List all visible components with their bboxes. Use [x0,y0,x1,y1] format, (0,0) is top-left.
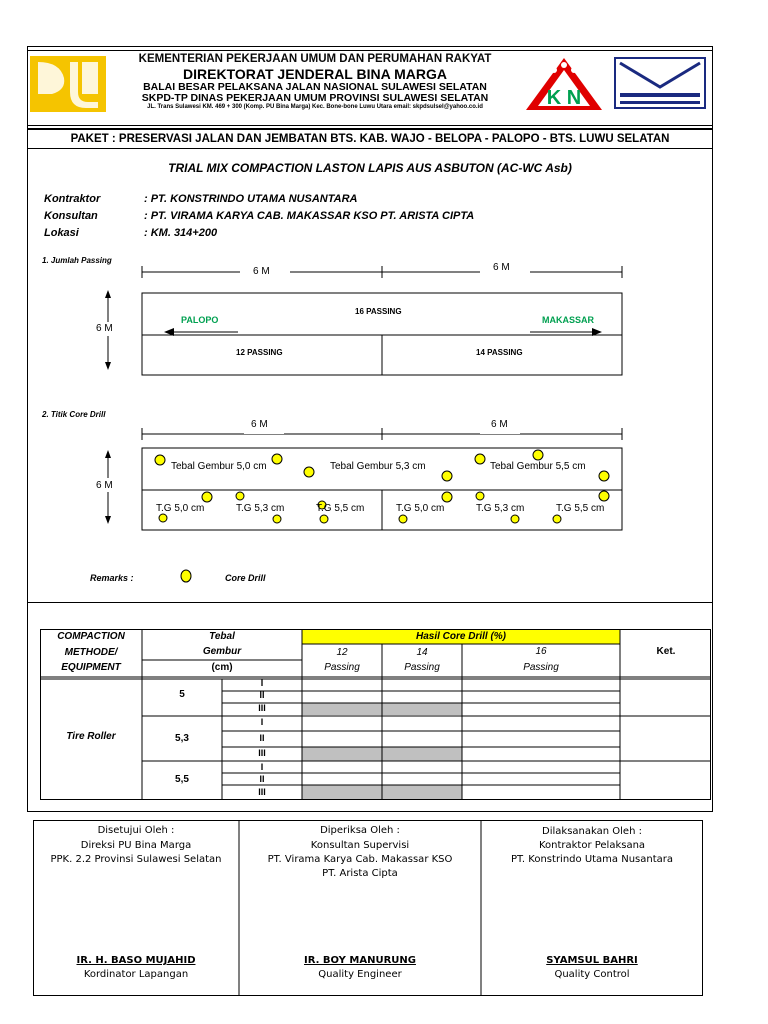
sig3-title: Quality Control [554,969,630,980]
envelope-logo [614,57,706,109]
th-passing-14-num: 14 [416,647,428,658]
info-value-konsultan: : PT. VIRAMA KARYA CAB. MAKASSAR KSO PT. ARISTA CIPTA [144,210,475,222]
core-drill-legend-icon [179,568,193,584]
core-drill-point [533,450,543,460]
td-roman: III [258,787,266,797]
core-drill-point [442,492,452,502]
core-drill-point [320,515,328,523]
skpd-title: SKPD-TP DINAS PEKERJAAN UMUM PROVINSI SULAWESI SELATAN [141,92,489,104]
balai-title: BALAI BESAR PELAKSANA JALAN NASIONAL SULAWESI SELATAN [143,81,487,93]
sig3-line2: PT. Konstrindo Utama Nusantara [510,854,674,865]
core-drill-point [553,515,561,523]
s2-bottom-label-4: T.G 5,0 cm [396,503,445,514]
s2-top-label-2: Tebal Gembur 5,3 cm [330,461,426,472]
td-roman: I [260,762,264,772]
info-value-kontraktor: : PT. KONSTRINDO UTAMA NUSANTARA [144,193,358,205]
core-drill-point [442,471,452,481]
core-drill-point [155,455,165,465]
s1-dir-left: PALOPO [181,315,219,325]
s1-top-lane: 16 PASSING [355,307,402,316]
s1-dim-right: 6 M [493,262,510,273]
info-value-lokasi: : KM. 314+200 [144,227,218,239]
info-label-konsultan: Konsultan [44,210,98,222]
document-title: TRIAL MIX COMPACTION LASTON LAPIS AUS ASBUTON (AC-WC Asb) [168,161,572,175]
info-label-lokasi: Lokasi [44,227,79,239]
th-passing-12-num: 12 [336,647,348,658]
section1-title: 1. Jumlah Passing [42,256,112,265]
th-compaction-3: EQUIPMENT [61,662,121,673]
s2-dim-right: 6 M [491,419,508,430]
package-title: PAKET : PRESERVASI JALAN DAN JEMBATAN BTS. KAB. WAJO - BELOPA - PALOPO - BTS. LUWU SELATAN [70,133,670,145]
core-drill-point [236,492,244,500]
th-tebal-3: (cm) [211,662,233,673]
td-roman: II [259,690,265,700]
s1-dim-vertical: 6 M [96,323,113,334]
kn-logo-text: K N [546,87,582,109]
sig2-role: Diperiksa Oleh : [320,825,400,836]
s2-top-label-1: Tebal Gembur 5,0 cm [171,461,267,472]
s2-bottom-label-6: T.G 5,5 cm [556,503,605,514]
s2-dim-left: 6 M [251,419,268,430]
th-passing-16-word: Passing [523,662,559,673]
core-drill-point [475,454,485,464]
core-drill-point [599,471,609,481]
td-roman: II [259,733,265,743]
th-ket: Ket. [656,646,676,657]
core-drill-point [202,492,212,502]
core-drill-point [273,515,281,523]
core-drill-point [476,492,484,500]
package-top-rule [27,128,712,130]
core-drill-point [159,514,167,522]
sig2-title: Quality Engineer [318,969,402,980]
core-drill-point [399,515,407,523]
s2-bottom-label-5: T.G 5,3 cm [476,503,525,514]
th-compaction-2: METHODE/ [64,647,118,658]
sig3-role: Dilaksanakan Oleh : [542,826,642,837]
address-line: JL. Trans Sulawesi KM. 469 + 300 (Komp. PU Bina Marga) Kec. Bone-bone Luwu Utara email: skpdsulsel@yahoo.co.id [147,104,483,110]
s2-bottom-label-3: T.G 5,5 cm [316,503,365,514]
s1-dir-right: MAKASSAR [542,315,595,325]
sig2-name: IR. BOY MANURUNG [304,955,416,966]
core-drill-points [140,446,620,526]
th-compaction-1: COMPACTION [57,631,125,642]
package-bottom-rule [27,148,712,149]
s2-top-label-3: Tebal Gembur 5,5 cm [490,461,586,472]
core-drill-point [599,491,609,501]
sig2-line1: Konsultan Supervisi [310,840,410,851]
core-drill-point [304,467,314,477]
section-divider [27,602,712,603]
td-roman: III [258,748,266,758]
core-drill-point [272,454,282,464]
info-label-kontraktor: Kontraktor [44,193,101,205]
th-tebal-2: Gembur [202,646,242,657]
pu-logo [30,56,106,112]
td-thickness-3: 5,5 [175,774,189,785]
td-roman: II [259,774,265,784]
directorate-title: DIREKTORAT JENDERAL BINA MARGA [183,66,447,82]
sig2-line2: PT. Virama Karya Cab. Makassar KSO [267,854,453,865]
td-equipment: Tire Roller [66,731,116,742]
s1-bottom-right: 14 PASSING [476,348,523,357]
sig1-role: Disetujui Oleh : [97,825,175,836]
remarks-legend: Core Drill [225,573,266,583]
sig3-name: SYAMSUL BAHRI [546,955,638,966]
td-roman: III [258,703,266,713]
td-roman: I [260,717,264,727]
sig1-title: Kordinator Lapangan [83,969,189,980]
s2-dim-vertical: 6 M [96,480,113,491]
sig1-line1: Direksi PU Bina Marga [80,840,192,851]
td-thickness-2: 5,3 [175,733,189,744]
remarks-label: Remarks : [90,573,134,583]
core-drill-point [511,515,519,523]
s1-dim-left: 6 M [253,266,270,277]
sig2-line3: PT. Arista Cipta [322,868,398,879]
s1-bottom-left: 12 PASSING [236,348,283,357]
kn-logo [524,56,604,112]
ministry-title: KEMENTERIAN PEKERJAAN UMUM DAN PERUMAHAN RAKYAT [138,53,492,65]
th-passing-16-num: 16 [535,646,547,657]
sig3-line1: Kontraktor Pelaksana [538,840,646,851]
th-hasil: Hasil Core Drill (%) [415,631,507,642]
td-thickness-1: 5 [179,689,185,700]
sig1-line2: PPK. 2.2 Provinsi Sulawesi Selatan [50,854,222,865]
td-roman: I [260,678,264,688]
s2-bottom-label-1: T.G 5,0 cm [156,503,205,514]
th-passing-12-word: Passing [324,662,360,673]
section2-title: 2. Titik Core Drill [42,410,106,419]
th-passing-14-word: Passing [404,662,440,673]
s2-bottom-label-2: T.G 5,3 cm [236,503,285,514]
th-tebal-1: Tebal [209,631,235,642]
sig1-name: IR. H. BASO MUJAHID [76,955,196,966]
